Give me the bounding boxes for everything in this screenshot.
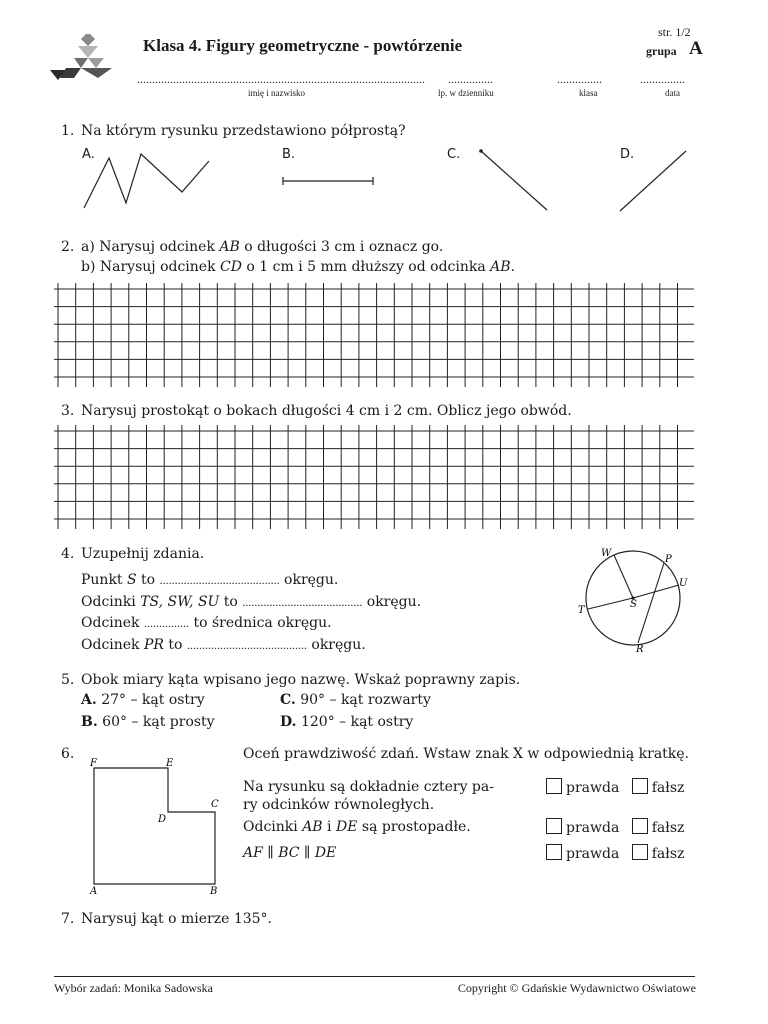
- circle-label-s: S: [630, 599, 637, 610]
- footer-author: Wybór zadań: Monika Sadowska: [54, 981, 213, 995]
- figure-label-e: E: [166, 758, 174, 769]
- q4-blank-1[interactable]: ........................................: [159, 573, 280, 587]
- q4-sentence-1: Punkt S to ........................................ okręgu.: [81, 572, 339, 588]
- q6-text: Oceń prawdziwość zdań. Wstaw znak X w odpowiednią kratkę.: [243, 746, 690, 762]
- figure-label-c: C: [211, 799, 219, 810]
- q3-text: Narysuj prostokąt o bokach długości 4 cm i 2 cm. Oblicz jego obwód.: [81, 403, 572, 419]
- worksheet-title: Klasa 4. Figury geometryczne - powtórzenie: [143, 36, 463, 55]
- figure-label-b: B: [210, 886, 218, 897]
- q6-figure: [84, 756, 234, 901]
- q6-statement-2: Odcinki AB i DE są prostopadłe.: [243, 819, 471, 835]
- q2-number: 2.: [61, 239, 75, 255]
- figure-label-f: F: [90, 758, 97, 769]
- q2-drawing-grid[interactable]: [54, 283, 694, 387]
- q6-statement-1-line-1: Na rysunku są dokładnie cztery pa-: [243, 779, 494, 795]
- q5-option-d[interactable]: D. 120° – kąt ostry: [280, 714, 414, 730]
- class-field-label: klasa: [579, 88, 598, 98]
- q4-blank-2[interactable]: ........................................: [242, 595, 363, 609]
- q5-option-b[interactable]: B. 60° – kąt prosty: [81, 714, 215, 730]
- q6-row-3-answers: prawda fałsz: [546, 844, 684, 863]
- name-field-label: imię i nazwisko: [248, 88, 305, 98]
- q1-number: 1.: [61, 123, 75, 139]
- q4-sentence-2: Odcinki TS, SW, SU to ........................................ okręgu.: [81, 594, 422, 610]
- group-label: grupa: [646, 44, 677, 58]
- q1-option-c-label[interactable]: C.: [447, 147, 461, 162]
- name-field-dots[interactable]: ................................................................................................: [137, 72, 425, 86]
- class-field-dots[interactable]: ...............: [557, 72, 602, 86]
- q6-row-2-true-checkbox[interactable]: [546, 818, 562, 834]
- q1-text: Na którym rysunku przedstawiono półprostą?: [81, 123, 406, 139]
- diary-number-field-dots[interactable]: ...............: [448, 72, 493, 86]
- page-number: str. 1/2: [658, 25, 691, 39]
- q3-drawing-grid[interactable]: [54, 425, 694, 529]
- figure-label-a: A: [90, 886, 98, 897]
- q1-option-d-label[interactable]: D.: [620, 147, 635, 162]
- figure-label-d: D: [158, 814, 167, 825]
- diary-number-field-label: lp. w dzienniku: [438, 88, 494, 98]
- date-field-label: data: [665, 88, 680, 98]
- q1-option-b-label[interactable]: B.: [282, 147, 296, 162]
- q6-row-2-false-checkbox[interactable]: [632, 818, 648, 834]
- q6-statement-3: AF ∥ BC ∥ DE: [243, 845, 337, 861]
- q6-row-1-answers: prawda fałsz: [546, 778, 684, 797]
- circle-label-u: U: [679, 578, 688, 589]
- q6-row-1-true-checkbox[interactable]: [546, 778, 562, 794]
- q7-text: Narysuj kąt o mierze 135°.: [81, 911, 272, 927]
- q5-option-a[interactable]: A. 27° – kąt ostry: [81, 692, 205, 708]
- q6-row-3-true-checkbox[interactable]: [546, 844, 562, 860]
- footer-divider: [54, 976, 695, 977]
- q5-option-c[interactable]: C. 90° – kąt rozwarty: [280, 692, 431, 708]
- q3-number: 3.: [61, 403, 75, 419]
- circle-label-r: R: [636, 644, 644, 655]
- q1-figure-c-ray: [481, 151, 547, 210]
- q6-statement-1-line-2: ry odcinków równoległych.: [243, 797, 435, 813]
- q6-row-1-false-checkbox[interactable]: [632, 778, 648, 794]
- q2-line-b: b) Narysuj odcinek CD o 1 cm i 5 mm dłuższy od odcinka AB.: [81, 259, 516, 275]
- q2-line-a: a) Narysuj odcinek AB o długości 3 cm i oznacz go.: [81, 239, 444, 255]
- circle-label-p: P: [665, 554, 672, 565]
- q6-row-2-answers: prawda fałsz: [546, 818, 684, 837]
- q6-row-3-false-checkbox[interactable]: [632, 844, 648, 860]
- q1-figures: [0, 140, 768, 220]
- q1-option-a-label[interactable]: A.: [82, 147, 95, 162]
- q6-number: 6.: [61, 746, 75, 762]
- date-field-dots[interactable]: ...............: [640, 72, 685, 86]
- circle-label-t: T: [578, 605, 585, 616]
- q4-text: Uzupełnij zdania.: [81, 546, 205, 562]
- q1-figure-a-broken-line: [84, 154, 209, 208]
- circle-label-w: W: [601, 548, 612, 559]
- q4-circle-figure: [570, 545, 700, 655]
- q4-sentence-4: Odcinek PR to ........................................ okręgu.: [81, 637, 366, 653]
- footer-copyright: Copyright © Gdańskie Wydawnictwo Oświatowe: [457, 981, 696, 995]
- group-letter: A: [689, 38, 703, 59]
- q4-blank-3[interactable]: ...............: [144, 616, 189, 630]
- tangram-logo: [48, 34, 114, 86]
- q7-number: 7.: [61, 911, 75, 927]
- q4-sentence-3: Odcinek ............... to średnica okręgu.: [81, 615, 332, 631]
- q4-blank-4[interactable]: ........................................: [186, 638, 307, 652]
- q4-number: 4.: [61, 546, 75, 562]
- q1-figure-d-line: [620, 151, 686, 211]
- q5-text: Obok miary kąta wpisano jego nazwę. Wskaż poprawny zapis.: [81, 672, 521, 688]
- q5-number: 5.: [61, 672, 75, 688]
